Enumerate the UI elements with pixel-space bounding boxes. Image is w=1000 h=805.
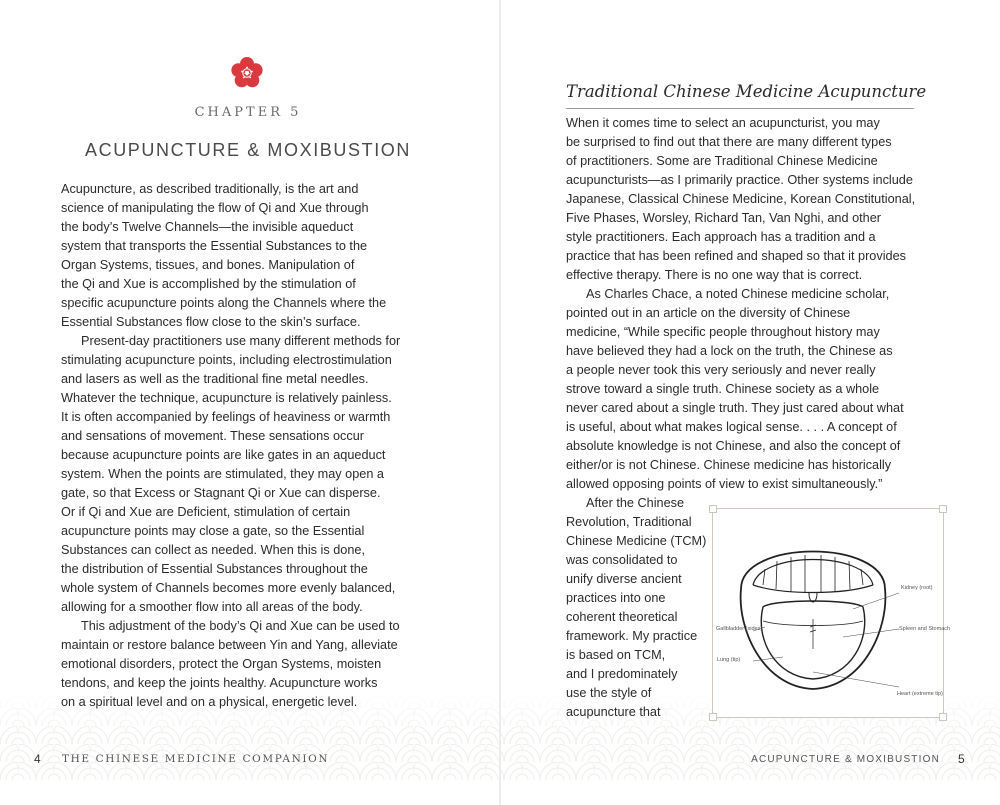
text-line: emotional disorders, protect the Organ Systems, moisten [61, 657, 382, 671]
text-line: Japanese, Classical Chinese Medicine, Korean Constitutional, [566, 192, 916, 206]
text-line: the body’s Twelve Channels—the invisible aqueduct [61, 220, 354, 234]
text-line: This adjustment of the body’s Qi and Xue can be used to [81, 619, 400, 633]
text-line: allowed opposing points of view to exist simultaneously.” [566, 477, 883, 491]
text-line: acupuncture points may close a gate, so the Essential [61, 524, 365, 538]
text-line: use the style of [566, 686, 652, 700]
running-head-right: ACUPUNCTURE & MOXIBUSTION [751, 754, 940, 765]
text-line: strove toward a single truth. Chinese society as a whole [566, 382, 880, 396]
page-gutter [499, 0, 501, 805]
text-line: acupuncture that [566, 705, 661, 719]
text-line: Or if Qi and Xue are Deficient, stimulation of certain [61, 505, 351, 519]
plum-blossom-icon [230, 56, 264, 90]
label-lung: Lung (tip) [717, 657, 741, 663]
tongue-illustration [713, 509, 951, 717]
text-line: Acupuncture, as described traditionally, is the art and [61, 182, 359, 196]
tongue-diagram-figure [712, 508, 951, 718]
text-line: and I predominately [566, 667, 678, 681]
page-number-left: 4 [34, 752, 41, 766]
text-line: practices into one [566, 591, 666, 605]
text-line: Present-day practitioners use many different methods for [81, 334, 401, 348]
text-line: It is often accompanied by feelings of heaviness or warmth [61, 410, 391, 424]
text-line: the Qi and Xue is accomplished by the stimulation of [61, 277, 356, 291]
text-line: medicine, “While specific people throughout history may [566, 325, 880, 339]
text-line: and lasers as well as the traditional fine metal needles. [61, 372, 369, 386]
text-line: absolute knowledge is not Chinese, and also the concept of [566, 439, 901, 453]
text-line: never cared about a single truth. They just cared about what [566, 401, 904, 415]
text-line: system. When the points are stimulated, they may open a [61, 467, 384, 481]
text-line: When it comes time to select an acupuncturist, you may [566, 116, 880, 130]
text-line: Revolution, Traditional [566, 515, 692, 529]
text-line: style practitioners. Each approach has a tradition and a [566, 230, 876, 244]
text-line: pointed out in an article on the diversity of Chinese [566, 306, 851, 320]
text-line: framework. My practice [566, 629, 698, 643]
text-line: unify diverse ancient [566, 572, 682, 586]
label-spleen: Spleen and Stomach [899, 626, 951, 632]
text-line: was consolidated to [566, 553, 678, 567]
chapter-number: CHAPTER 5 [194, 105, 302, 120]
text-line: whole system of Channels becomes more evenly balanced, [61, 581, 396, 595]
chapter-title: ACUPUNCTURE & MOXIBUSTION [84, 140, 412, 160]
text-line: specific acupuncture points along the Channels where the [61, 296, 387, 310]
text-line: acupuncturists—as I primarily practice. Other systems include [566, 173, 913, 187]
heading-rule [566, 108, 914, 109]
running-head-left: THE CHINESE MEDICINE COMPANION [62, 753, 330, 765]
text-line: be surprised to find out that there are many different types [566, 135, 892, 149]
text-line: Five Phases, Worsley, Richard Tan, Van Nghi, and other [566, 211, 881, 225]
text-line: tendons, and keep the joints healthy. Acupuncture works [61, 676, 378, 690]
left-body-text [61, 180, 441, 712]
text-line: is useful, about what makes logical sense. . . . A concept of [566, 420, 897, 434]
text-line: a people never took this very seriously and never really [566, 363, 876, 377]
text-line: Whatever the technique, acupuncture is relatively painless. [61, 391, 392, 405]
text-line: because acupuncture points are like gates in an aqueduct [61, 448, 386, 462]
text-line: Essential Substances flow close to the skin’s surface. [61, 315, 361, 329]
label-heart: Heart (extreme tip) [897, 691, 943, 697]
text-line: coherent theoretical [566, 610, 678, 624]
text-line: As Charles Chace, a noted Chinese medicine scholar, [586, 287, 890, 301]
text-line: the distribution of Essential Substances throughout the [61, 562, 368, 576]
text-line: Chinese Medicine (TCM) [566, 534, 707, 548]
text-line: is based on TCM, [566, 648, 666, 662]
text-line: either/or is not Chinese. Chinese medicine has historically [566, 458, 892, 472]
text-line: and sensations of movement. These sensations occur [61, 429, 365, 443]
text-line: Substances can collect as needed. When this is done, [61, 543, 365, 557]
text-line: system that transports the Essential Substances to the [61, 239, 368, 253]
page-number-right: 5 [958, 752, 965, 766]
text-line: maintain or restore balance between Yin and Yang, alleviate [61, 638, 398, 652]
text-line: allowing for a smoother flow into all areas of the body. [61, 600, 363, 614]
text-line: practice that has been refined and shaped so that it provides [566, 249, 906, 263]
text-line: Organ Systems, tissues, and bones. Manipulation of [61, 258, 355, 272]
text-line: science of manipulating the flow of Qi and Xue through [61, 201, 369, 215]
label-kidney: Kidney (root) [901, 585, 933, 591]
label-gallbladder: Gallbladder (sides) [716, 626, 763, 632]
text-line: effective therapy. There is no one way that is correct. [566, 268, 863, 282]
text-line: have believed they had a lock on the truth, the Chinese as [566, 344, 893, 358]
text-line: After the Chinese [586, 496, 685, 510]
section-heading: Traditional Chinese Medicine Acupuncture [566, 82, 927, 101]
text-line: on a spiritual level and on a physical, energetic level. [61, 695, 358, 709]
text-line: stimulating acupuncture points, including electrostimulation [61, 353, 392, 367]
text-line: of practitioners. Some are Traditional Chinese Medicine [566, 154, 878, 168]
text-line: gate, so that Excess or Stagnant Qi or Xue can disperse. [61, 486, 381, 500]
